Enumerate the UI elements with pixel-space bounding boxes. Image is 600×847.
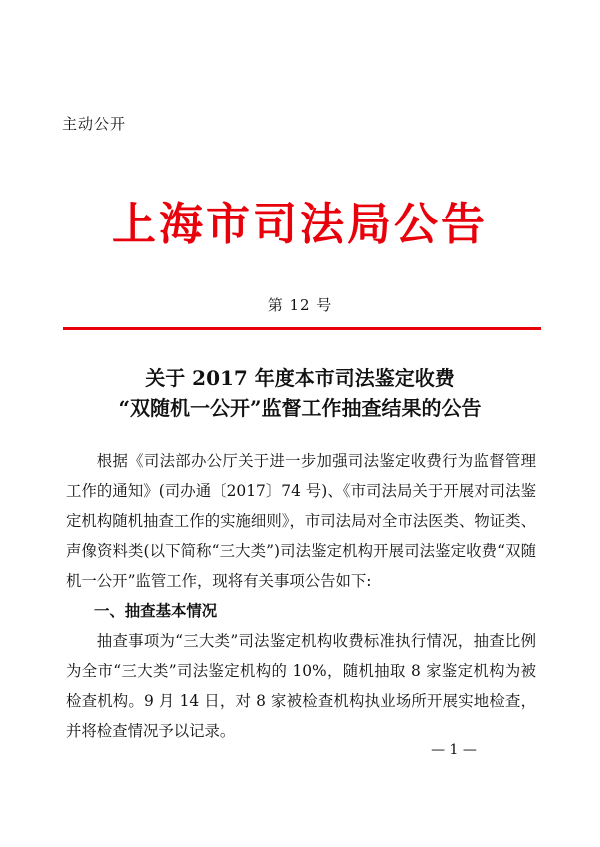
notice-title	[0, 363, 600, 423]
intro-paragraph: 根据《司法部办公厅关于进一步加强司法鉴定收费行为监督管理工作的通知》(司办通〔2017〕74 号)、《市司法局关于开展对司法鉴定机构随机抽查工作的实施细则》，市司法局对全市法医类、物证类、声像资料类(以下简称“三大类”)司法鉴定机构开展司法鉴定收费“双随机一公开”监管工作，现将有关事项公告如下:	[66, 452, 536, 590]
section-paragraph: 抽查事项为“三大类”司法鉴定机构收费标准执行情况，抽查比例为全市“三大类”司法鉴定机构的 10%，随机抽取 8 家鉴定机构为被检查机构。9 月 14 日，对 8 家被检查机构执业场所开展实地检查，并将检查情况予以记录。	[66, 632, 536, 740]
document-masthead: 上海市司法局公告	[112, 199, 488, 250]
red-divider	[63, 327, 541, 330]
page-number: — 1 —	[431, 742, 477, 758]
document-number: 第 12 号	[267, 296, 333, 314]
disclosure-label: 主动公开	[62, 115, 127, 133]
notice-title-line-1: 关于 2017 年度本市司法鉴定收费	[145, 366, 455, 390]
section-heading: 一、抽查基本情况	[94, 602, 218, 620]
notice-title-line-2: “双随机一公开”监督工作抽查结果的公告	[118, 396, 482, 420]
